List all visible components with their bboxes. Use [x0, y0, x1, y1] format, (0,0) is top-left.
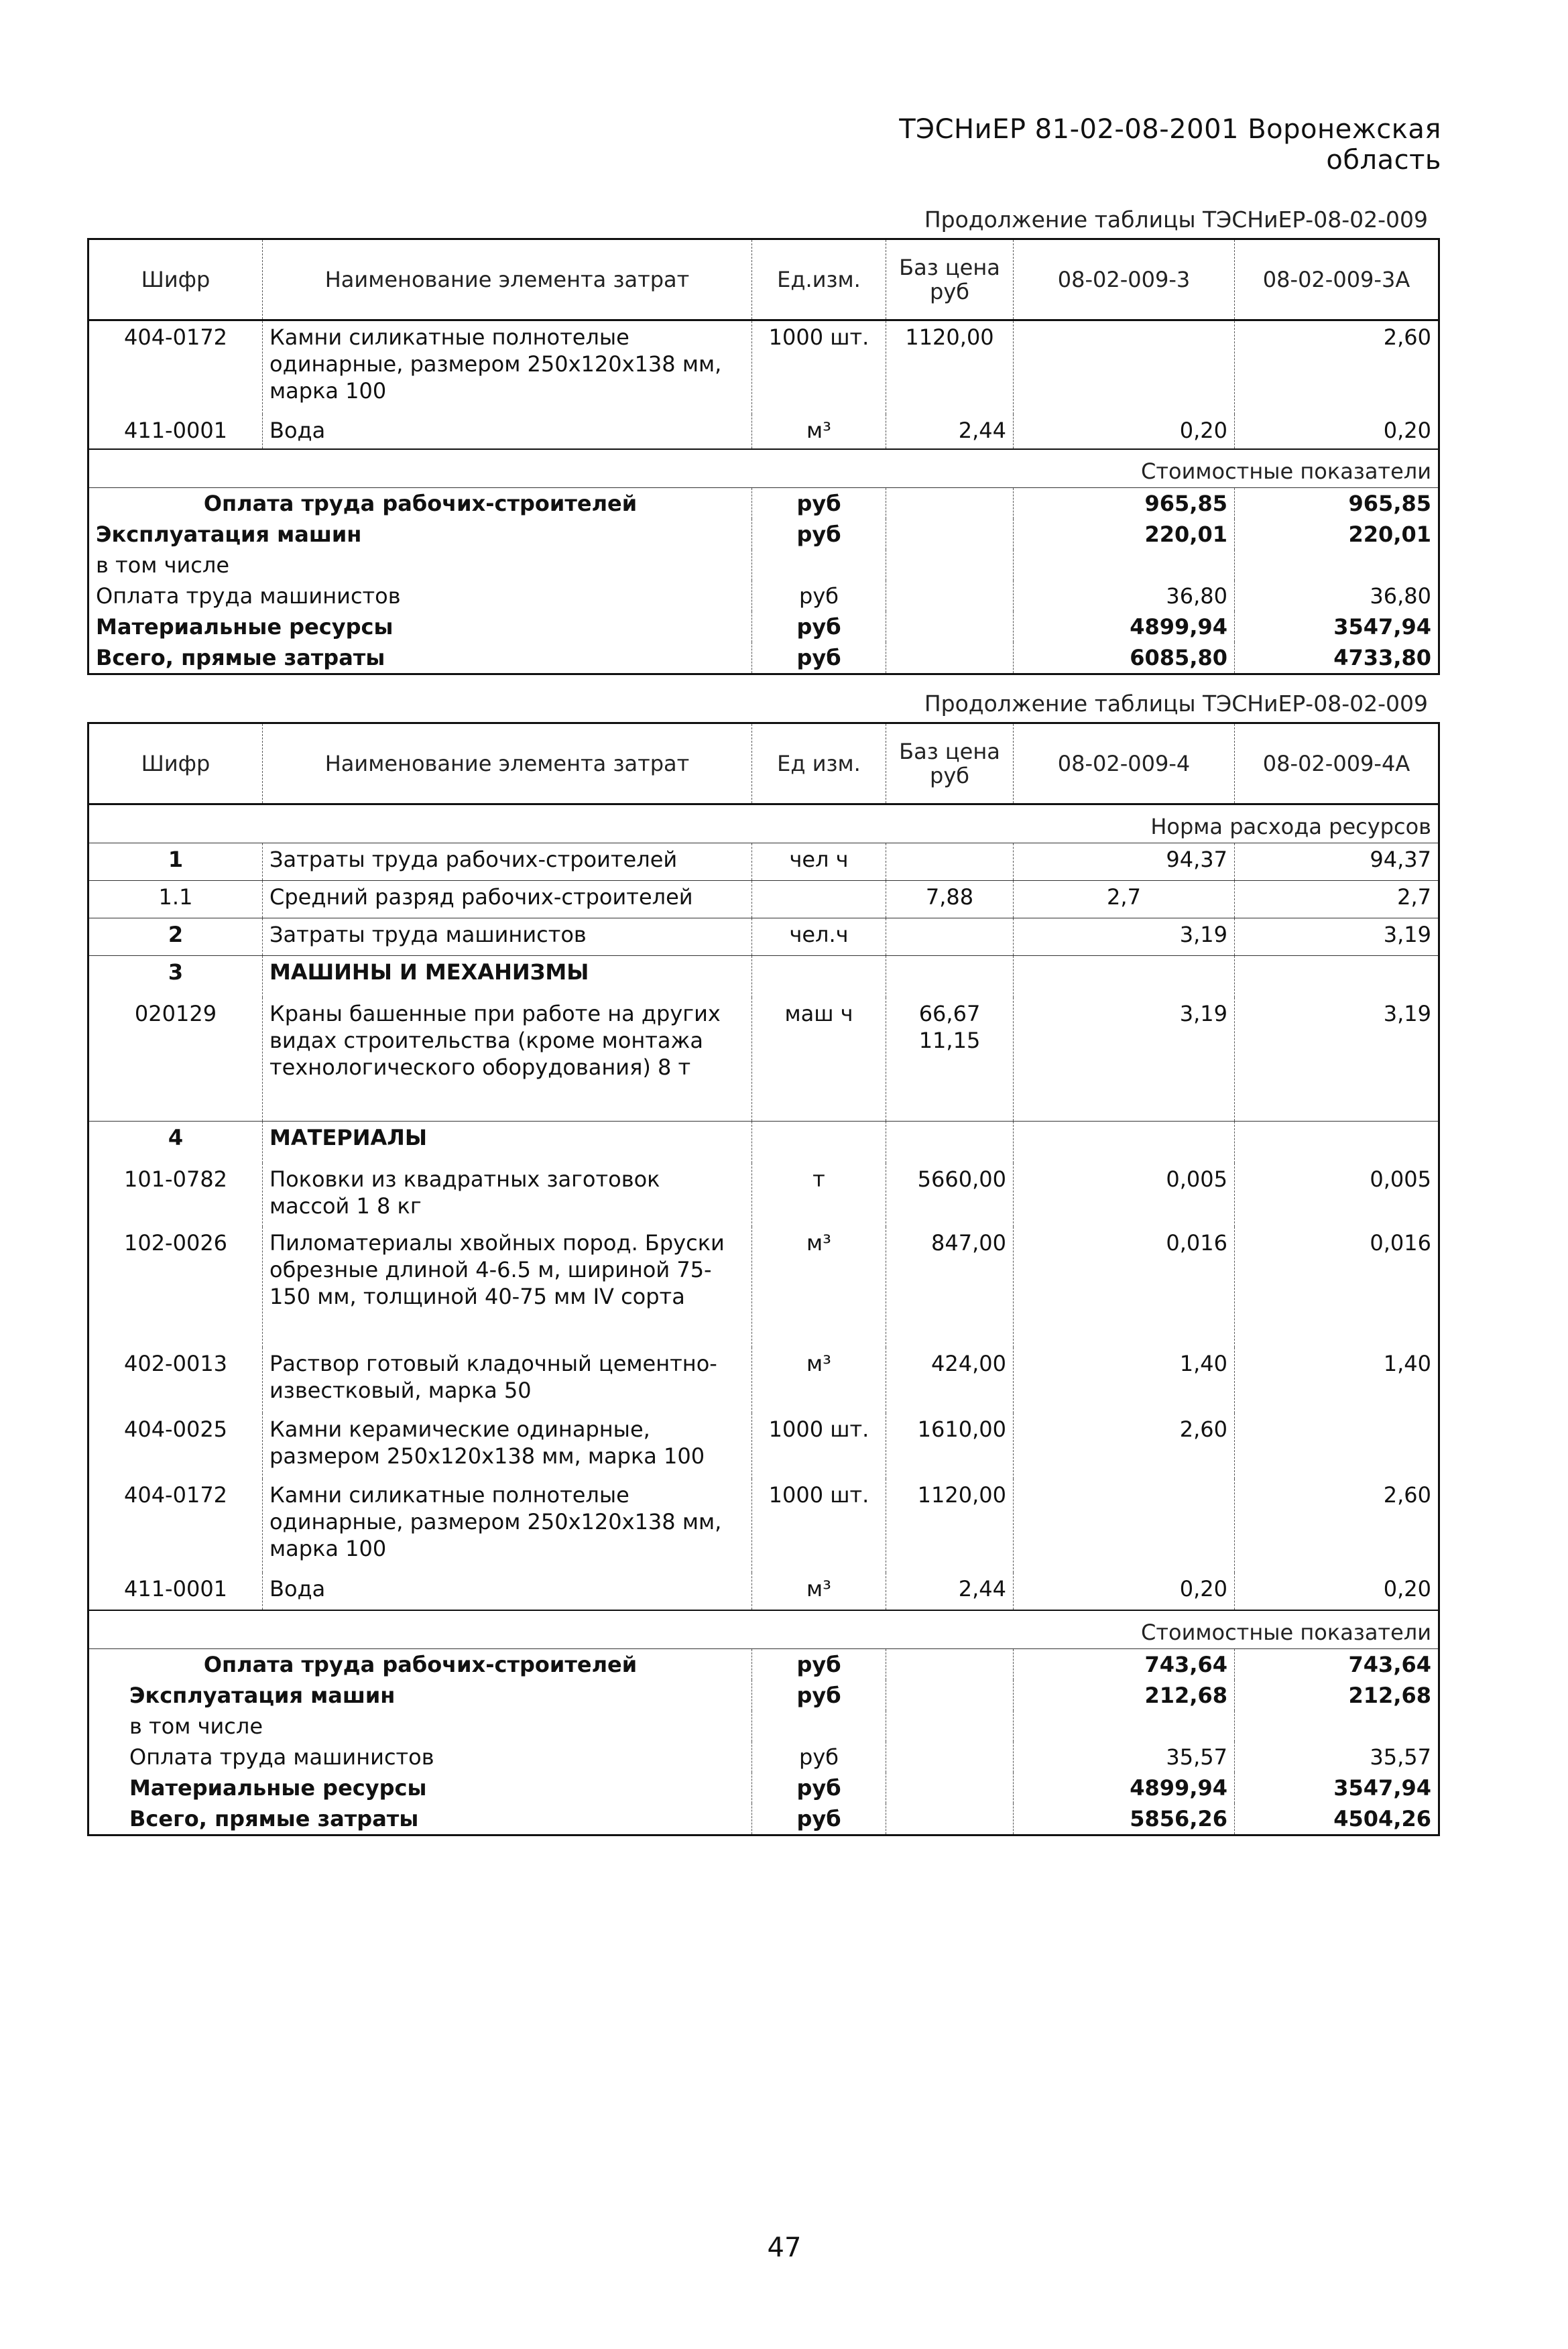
cell-code: 404-0025 — [123, 1416, 228, 1442]
cell-code: 2 — [88, 918, 263, 956]
cell-code: 4 — [88, 1122, 263, 1163]
cell-unit: м³ — [752, 1347, 886, 1413]
table-row — [88, 918, 1439, 956]
cell-code: 101-0782 — [123, 1166, 228, 1192]
summary-label: Оплата труда рабочих-строителей — [203, 1651, 638, 1677]
table-row — [88, 1479, 1439, 1573]
cell-code: 1.1 — [88, 881, 263, 918]
summary-row — [88, 1711, 1439, 1742]
summary-unit: руб — [752, 1680, 886, 1711]
cell-unit: м³ — [752, 1573, 886, 1610]
cell-value-1: 3,19 — [1014, 998, 1235, 1122]
cell-value-2: 0,016 — [1235, 1227, 1439, 1347]
summary-value-2: 4733,80 — [1235, 642, 1439, 674]
cell-unit: маш ч — [752, 998, 886, 1122]
table-header-row — [88, 239, 1439, 320]
summary-unit: руб — [752, 611, 886, 642]
summary-value-2: 35,57 — [1235, 1742, 1439, 1772]
summary-row — [88, 642, 1439, 674]
column-header: 08-02-009-3А — [1235, 239, 1439, 320]
section-row — [88, 1610, 1439, 1649]
summary-label: Всего, прямые затраты — [129, 1805, 419, 1831]
summary-value-1: 212,68 — [1014, 1680, 1235, 1711]
summary-label: Материальные ресурсы — [129, 1774, 427, 1801]
cell-value-1 — [1014, 320, 1235, 414]
summary-unit: руб — [752, 487, 886, 519]
cell-code: 404-0172 — [123, 324, 228, 350]
summary-value-2: 965,85 — [1235, 487, 1439, 519]
summary-row — [88, 1803, 1439, 1835]
table-row — [88, 1163, 1439, 1227]
summary-row — [88, 1680, 1439, 1711]
cell-value-2: 1,40 — [1235, 1347, 1439, 1413]
table-row — [88, 1347, 1439, 1413]
cell-name: МАШИНЫ И МЕХАНИЗМЫ — [263, 956, 752, 998]
cell-value-1: 0,005 — [1014, 1163, 1235, 1227]
cell-price: 2,44 — [886, 414, 1014, 449]
cell-value-2: 0,20 — [1235, 1573, 1439, 1610]
cell-unit: 1000 шт. — [752, 1479, 886, 1573]
cell-code: 402-0013 — [123, 1350, 228, 1376]
table-header-row — [88, 723, 1439, 804]
column-header: Наименование элемента затрат — [263, 723, 752, 804]
cell-unit: чел ч — [752, 843, 886, 881]
cell-unit: чел.ч — [752, 918, 886, 956]
summary-row — [88, 519, 1439, 550]
cell-code: 411-0001 — [123, 1575, 228, 1602]
table-row — [88, 998, 1439, 1122]
cell-value-1: 94,37 — [1014, 843, 1235, 881]
section-row — [88, 804, 1439, 843]
cell-value-2 — [1235, 1413, 1439, 1479]
cell-value-2: 94,37 — [1235, 843, 1439, 881]
summary-value-1: 4899,94 — [1014, 1772, 1235, 1803]
table-row — [88, 1413, 1439, 1479]
cell-price: 1610,00 — [886, 1413, 1014, 1479]
cell-unit — [752, 881, 886, 918]
summary-value-2: 36,80 — [1235, 581, 1439, 611]
cell-value-2: 3,19 — [1235, 998, 1439, 1122]
cell-value-1: 0,016 — [1014, 1227, 1235, 1347]
summary-row — [88, 1772, 1439, 1803]
summary-value-1: 743,64 — [1014, 1648, 1235, 1680]
cell-price: 847,00 — [886, 1227, 1014, 1347]
cell-code: 3 — [88, 956, 263, 998]
column-header: Ед.изм. — [752, 239, 886, 320]
summary-value-1: 965,85 — [1014, 487, 1235, 519]
table2-caption: Продолжение таблицы ТЭСНиЕР-08-02-009 — [924, 690, 1428, 717]
table-row — [88, 843, 1439, 881]
cell-name: Камни силикатные полнотелые одинарные, размером 250х120х138 мм, марка 100 — [263, 320, 752, 414]
table-row — [88, 320, 1439, 414]
summary-label: Оплата труда рабочих-строителей — [203, 490, 638, 516]
cell-name: Камни силикатные полнотелые одинарные, размером 250х120х138 мм, марка 100 — [263, 1479, 752, 1573]
cell-unit: 1000 шт. — [752, 320, 886, 414]
summary-value-1: 36,80 — [1014, 581, 1235, 611]
cell-value-1 — [1014, 1479, 1235, 1573]
summary-unit: руб — [752, 1772, 886, 1803]
page-number: 47 — [767, 2232, 802, 2263]
cell-value-2: 2,60 — [1235, 320, 1439, 414]
cell-price: 7,88 — [886, 881, 1014, 918]
cell-name: Средний разряд рабочих-строителей — [263, 881, 752, 918]
column-header: Шифр — [88, 239, 263, 320]
summary-value-2: 743,64 — [1235, 1648, 1439, 1680]
cell-value-2: 2,7 — [1235, 881, 1439, 918]
cell-code: 404-0172 — [123, 1482, 228, 1508]
cell-unit: т — [752, 1163, 886, 1227]
summary-value-2: 3547,94 — [1235, 611, 1439, 642]
table-row — [88, 956, 1439, 998]
column-header: 08-02-009-4А — [1235, 723, 1439, 804]
cell-name: МАТЕРИАЛЫ — [263, 1122, 752, 1163]
column-header: Баз цена руб — [886, 239, 1014, 320]
summary-unit: руб — [752, 1648, 886, 1680]
resource-table-2 — [87, 722, 1440, 1836]
table-row — [88, 1122, 1439, 1163]
summary-row — [88, 550, 1439, 581]
cell-name: Вода — [263, 1573, 752, 1610]
summary-value-2: 212,68 — [1235, 1680, 1439, 1711]
summary-unit: руб — [752, 581, 886, 611]
cell-price: 66,67 11,15 — [886, 998, 1014, 1122]
summary-value-1: 6085,80 — [1014, 642, 1235, 674]
summary-unit: руб — [752, 642, 886, 674]
cell-name: Краны башенные при работе на других видах строительства (кроме монтажа технологического оборудования) 8 т — [263, 998, 752, 1122]
cell-unit: м³ — [752, 1227, 886, 1347]
cell-price: 2,44 — [886, 1573, 1014, 1610]
column-header: Ед изм. — [752, 723, 886, 804]
section-row — [88, 449, 1439, 488]
summary-label: Всего, прямые затраты — [96, 644, 385, 670]
cell-value-2: 3,19 — [1235, 918, 1439, 956]
resource-table-1 — [87, 238, 1440, 675]
table-row — [88, 1573, 1439, 1610]
summary-label: Материальные ресурсы — [96, 613, 394, 640]
summary-row — [88, 1742, 1439, 1772]
summary-label: Эксплуатация машин — [129, 1682, 396, 1708]
section-title: Стоимостные показатели — [1141, 1619, 1431, 1645]
summary-value-2: 4504,26 — [1235, 1803, 1439, 1835]
summary-unit: руб — [752, 1742, 886, 1772]
cell-price — [886, 918, 1014, 956]
cell-value-1: 0,20 — [1014, 414, 1235, 449]
summary-unit: руб — [752, 519, 886, 550]
summary-row — [88, 581, 1439, 611]
table1-caption: Продолжение таблицы ТЭСНиЕР-08-02-009 — [924, 206, 1428, 233]
column-header: 08-02-009-4 — [1014, 723, 1235, 804]
summary-label: в том числе — [96, 552, 229, 578]
table-row — [88, 881, 1439, 918]
cell-price — [886, 843, 1014, 881]
cell-name: Вода — [263, 414, 752, 449]
cell-name: Затраты труда рабочих-строителей — [263, 843, 752, 881]
summary-value-1: 35,57 — [1014, 1742, 1235, 1772]
summary-row — [88, 611, 1439, 642]
cell-name: Поковки из квадратных заготовок массой 1 8 кг — [263, 1163, 752, 1227]
section-title: Стоимостные показатели — [1141, 458, 1431, 484]
summary-value-2: 220,01 — [1235, 519, 1439, 550]
cell-code: 020129 — [134, 1000, 217, 1026]
column-header: 08-02-009-3 — [1014, 239, 1235, 320]
summary-unit: руб — [752, 1803, 886, 1835]
summary-value-1: 220,01 — [1014, 519, 1235, 550]
section-title: Норма расхода ресурсов — [1150, 814, 1431, 839]
summary-label: Оплата труда машинистов — [129, 1744, 434, 1770]
cell-code: 102-0026 — [123, 1229, 228, 1256]
column-header: Баз цена руб — [886, 723, 1014, 804]
cell-value-1: 1,40 — [1014, 1347, 1235, 1413]
cell-code: 411-0001 — [123, 417, 228, 443]
cell-price: 424,00 — [886, 1347, 1014, 1413]
cell-value-2: 2,60 — [1235, 1479, 1439, 1573]
summary-label: Оплата труда машинистов — [96, 583, 401, 609]
cell-value-1: 2,7 — [1014, 881, 1235, 918]
summary-label: в том числе — [129, 1713, 263, 1739]
cell-value-2: 0,005 — [1235, 1163, 1439, 1227]
cell-price: 1120,00 — [886, 1479, 1014, 1573]
summary-value-2: 3547,94 — [1235, 1772, 1439, 1803]
summary-row — [88, 1648, 1439, 1680]
cell-name: Затраты труда машинистов — [263, 918, 752, 956]
summary-label: Эксплуатация машин — [96, 521, 362, 547]
cell-code: 1 — [168, 847, 184, 872]
cell-name: Камни керамические одинарные, размером 250х120х138 мм, марка 100 — [263, 1413, 752, 1479]
cell-unit: м³ — [752, 414, 886, 449]
table-row — [88, 1227, 1439, 1347]
table-row — [88, 414, 1439, 449]
cell-value-1: 0,20 — [1014, 1573, 1235, 1610]
cell-price: 5660,00 — [886, 1163, 1014, 1227]
summary-value-1: 5856,26 — [1014, 1803, 1235, 1835]
cell-value-2: 0,20 — [1235, 414, 1439, 449]
summary-row — [88, 487, 1439, 519]
cell-unit: 1000 шт. — [752, 1413, 886, 1479]
cell-name: Пиломатериалы хвойных пород. Бруски обрезные длиной 4-6.5 м, шириной 75-150 мм, толщиной 40-75 мм IV сорта — [263, 1227, 752, 1347]
summary-value-1: 4899,94 — [1014, 611, 1235, 642]
column-header: Шифр — [88, 723, 263, 804]
cell-name: Раствор готовый кладочный цементно-известковый, марка 50 — [263, 1347, 752, 1413]
column-header: Наименование элемента затрат — [263, 239, 752, 320]
cell-price: 1120,00 — [886, 320, 1014, 414]
cell-value-1: 3,19 — [1014, 918, 1235, 956]
document-header: ТЭСНиЕР 81-02-08-2001 Воронежская область — [899, 114, 1441, 176]
cell-value-1: 2,60 — [1014, 1413, 1235, 1479]
